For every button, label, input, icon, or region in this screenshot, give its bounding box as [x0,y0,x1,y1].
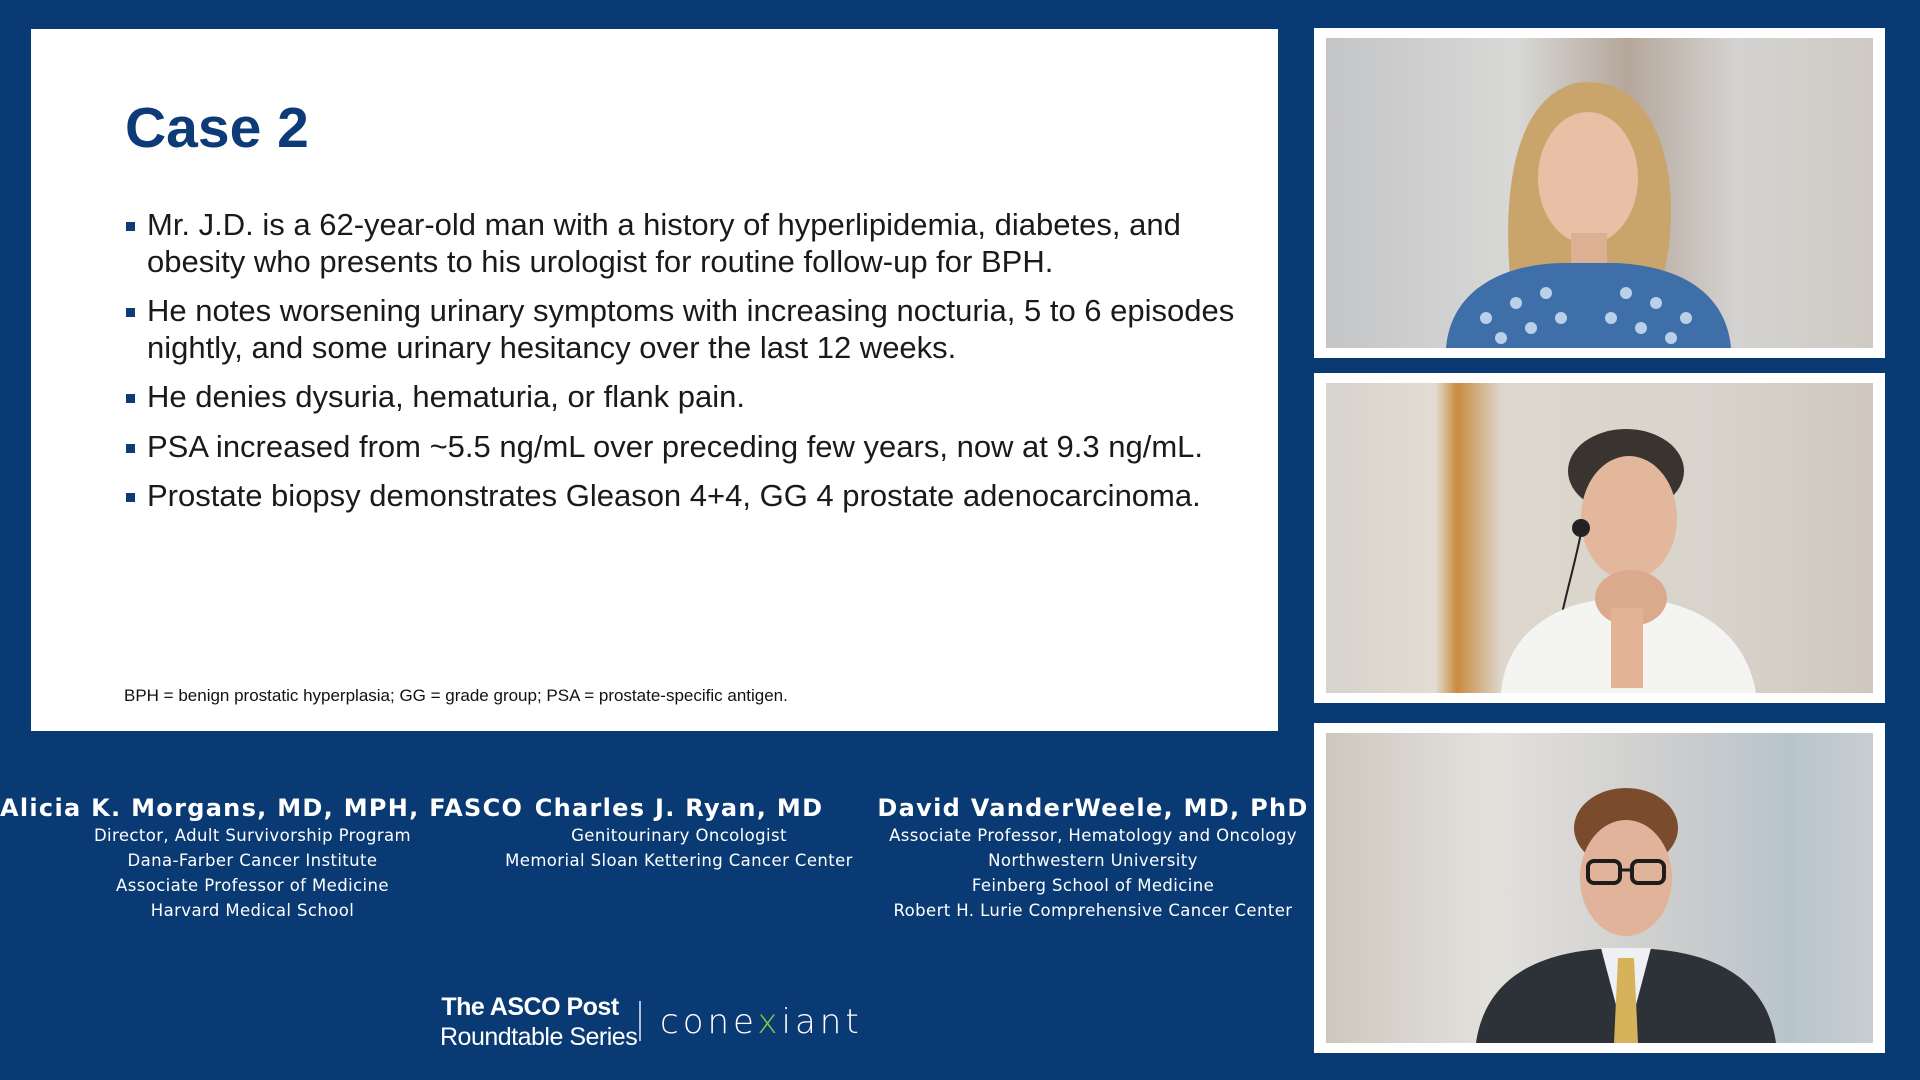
presenter-vanderweele [873,793,1313,923]
bullet-list [125,207,1245,528]
video-feed [1326,38,1873,348]
square-bullet-icon [126,444,135,453]
video-tile-ryan[interactable] [1314,373,1885,703]
presenter-ryan [505,793,853,873]
video-feed [1326,383,1873,693]
presenter-affiliation: Genitourinary Oncologist [571,826,787,845]
video-tile-morgans[interactable] [1314,28,1885,358]
bullet-item [125,429,1245,466]
presenter-name: Charles J. Ryan, MD [534,794,824,822]
presenter-affiliation: Memorial Sloan Kettering Cancer Center [505,851,853,870]
bullet-text: Prostate biopsy demonstrates Gleason 4+4, GG 4 prostate adenocarcinoma. [147,478,1201,513]
slide-title: Case 2 [125,96,309,160]
presenter-affiliation: Director, Adult Survivorship Program [93,826,412,845]
video-tile-vanderweele[interactable] [1314,723,1885,1053]
video-feed [1326,733,1873,1043]
participant-video-icon [1326,733,1873,1043]
presenter-affiliation: Northwestern University [988,851,1198,870]
square-bullet-icon [126,493,135,502]
square-bullet-icon [126,308,135,317]
presenter-affiliation: Associate Professor, Hematology and Oncology [889,826,1297,845]
square-bullet-icon [126,394,135,403]
presenter-name: Alicia K. Morgans, MD, MPH, FASCO [0,794,524,822]
presenter-affiliation: Robert H. Lurie Comprehensive Cancer Center [893,901,1293,920]
bullet-text: Mr. J.D. is a 62-year-old man with a history of hyperlipidemia, diabetes, and obesity who presents to his urologist for routine follow-up for BPH. [147,207,1181,279]
presenter-morgans [0,793,524,923]
bullet-text: He notes worsening urinary symptoms with increasing nocturia, 5 to 6 episodes nightly, and some urinary hesitancy over the last 12 weeks. [147,293,1235,365]
slide-footnote: BPH = benign prostatic hyperplasia; GG = grade group; PSA = prostate-specific antigen. [124,686,788,705]
participant-video-icon [1326,383,1873,693]
bullet-item [125,379,1245,416]
logo-divider [639,1001,641,1041]
bullet-item [125,207,1245,280]
roundtable-series-label: Roundtable Series [440,1023,638,1051]
bullet-item [125,293,1245,366]
conexiant-logo: conexiant [660,1002,863,1042]
presenter-affiliation: Feinberg School of Medicine [971,876,1215,895]
presenter-name: David VanderWeele, MD, PhD [877,794,1309,822]
square-bullet-icon [126,222,135,231]
bullet-item [125,478,1245,515]
asco-post-logo: The ASCO Post [441,993,619,1021]
participant-video-icon [1326,38,1873,348]
bullet-text: PSA increased from ~5.5 ng/mL over preceding few years, now at 9.3 ng/mL. [147,428,1203,464]
presenter-affiliation: Dana-Farber Cancer Institute [127,851,378,870]
presenter-affiliation: Harvard Medical School [150,901,355,920]
bullet-text: He denies dysuria, hematuria, or flank pain. [147,379,745,414]
presentation-slide [31,29,1278,731]
presenter-affiliation: Associate Professor of Medicine [116,876,389,895]
